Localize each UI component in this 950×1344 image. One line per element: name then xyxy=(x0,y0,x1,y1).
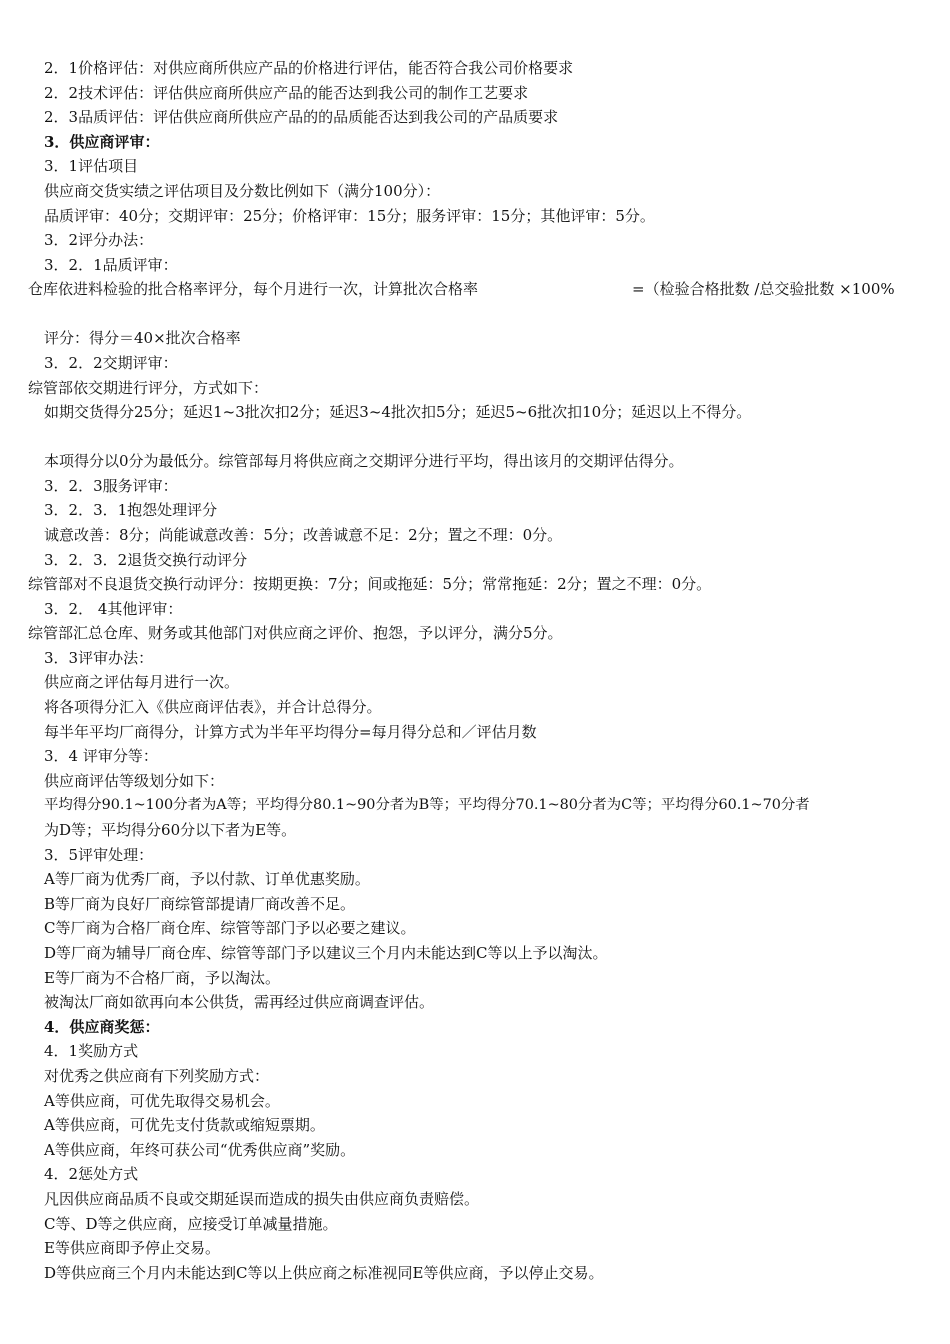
subsection-heading: 3．3评审办法： xyxy=(44,648,154,667)
section-heading: 4．供应商奖惩： xyxy=(44,1017,160,1036)
text-line: 评分：得分＝40×批次合格率 xyxy=(44,329,241,348)
subsection-heading: 3．2．3服务评审： xyxy=(44,476,178,495)
text-line: A等供应商，年终可获公司“优秀供应商”奖励。 xyxy=(44,1140,356,1159)
text-line: 供应商交货实绩之评估项目及分数比例如下（满分100分）： xyxy=(44,181,441,200)
text-line: C等厂商为合格厂商仓库、综管等部门予以必要之建议。 xyxy=(44,919,416,938)
text-line: 凡因供应商品质不良或交期延误而造成的损失由供应商负责赔偿。 xyxy=(44,1189,480,1208)
text-line: 综管部依交期进行评分，方式如下： xyxy=(28,378,269,397)
text-line: 每半年平均厂商得分，计算方式为半年平均得分=每月得分总和／评估月数 xyxy=(44,722,537,741)
text-line: 综管部对不良退货交换行动评分：按期更换：7分；间或拖延：5分；常常拖延：2分；置之不理：0分。 xyxy=(28,575,712,594)
text-line: 如期交货得分25分；延迟1~3批次扣2分；延迟3~4批次扣5分；延迟5~6批次扣10分；延迟以上不得分。 xyxy=(44,403,752,422)
subsection-heading: 3．5评审处理： xyxy=(44,845,154,864)
text-line: D等供应商三个月内未能达到C等以上供应商之标准视同E等供应商，予以停止交易。 xyxy=(44,1263,604,1282)
text-line: 对优秀之供应商有下列奖励方式： xyxy=(44,1066,270,1085)
text-line: E等供应商即予停止交易。 xyxy=(44,1239,220,1258)
subsection-heading: 3．2．3．2退货交换行动评分 xyxy=(44,550,248,569)
text-line: 综管部汇总仓库、财务或其他部门对供应商之评价、抱怨，予以评分，满分5分。 xyxy=(28,624,563,643)
formula-right: =（检验合格批数 /总交验批数 ×100% xyxy=(632,280,895,299)
text-line: C等、D等之供应商，应接受订单减量措施。 xyxy=(44,1214,338,1233)
text-line: 供应商评估等级划分如下： xyxy=(44,771,225,790)
subsection-heading: 3．2．3．1抱怨处理评分 xyxy=(44,501,218,520)
text-line: A等厂商为优秀厂商，予以付款、订单优惠奖励。 xyxy=(44,870,370,889)
document-body xyxy=(0,56,950,1285)
text-line: 2．3品质评估：评估供应商所供应产品的的品质能否达到我公司的产品质要求 xyxy=(44,108,559,127)
text-line: A等供应商，可优先取得交易机会。 xyxy=(44,1091,280,1110)
text-line: D等厂商为辅导厂商仓库、综管等部门予以建议三个月内未能达到C等以上予以淘汰。 xyxy=(44,944,608,962)
text-line: 供应商之评估每月进行一次。 xyxy=(44,673,240,692)
subsection-heading: 3．2评分办法： xyxy=(44,231,154,250)
subsection-heading: 4．1奖励方式 xyxy=(44,1042,139,1061)
subsection-heading: 3．2．1品质评审： xyxy=(44,255,178,274)
text-line: B等厂商为良好厂商综管部提请厂商改善不足。 xyxy=(44,894,356,913)
formula-line: 仓库依进料检验的批合格率评分，每个月进行一次，计算批次合格率 =（检验合格批数 /总交验批数 ×100% xyxy=(0,277,950,326)
subsection-heading: 4．2惩处方式 xyxy=(44,1165,139,1184)
text-line: A等供应商，可优先支付货款或缩短票期。 xyxy=(44,1116,325,1135)
text-line: E等厂商为不合格厂商，予以淘汰。 xyxy=(44,968,280,987)
text-line: 诚意改善：8分；尚能诚意改善：5分；改善诚意不足：2分；置之不理：0分。 xyxy=(44,525,563,544)
text-line: 品质评审：40分；交期评审：25分；价格评审：15分；服务评审：15分；其他评审：5分。 xyxy=(44,206,655,225)
text-line: 2．2技术评估：评估供应商所供应产品的能否达到我公司的制作工艺要求 xyxy=(44,83,529,102)
subsection-heading: 3．2．2交期评审： xyxy=(44,353,178,372)
subsection-heading: 3．4 评审分等： xyxy=(44,747,158,766)
text-line: 为D等；平均得分60分以下者为E等。 xyxy=(44,821,297,840)
text-line: 本项得分以0分为最低分。综管部每月将供应商之交期评分进行平均，得出该月的交期评估得分。 xyxy=(44,452,684,471)
text-line: 将各项得分汇入《供应商评估表》，并合计总得分。 xyxy=(44,698,382,717)
text-line: 2．1价格评估：对供应商所供应产品的价格进行评估，能否符合我公司价格要求 xyxy=(44,59,574,77)
subsection-heading: 3．2． 4其他评审： xyxy=(44,599,183,618)
text-line: 平均得分90.1~100分者为A等；平均得分80.1~90分者为B等；平均得分70.1~80分者为C等；平均得分60.1~70分者 xyxy=(44,797,810,814)
subsection-heading: 3．1评估项目 xyxy=(44,157,139,176)
text-line: 被淘汰厂商如欲再向本公供货，需再经过供应商调查评估。 xyxy=(44,993,435,1012)
section-heading: 3．供应商评审： xyxy=(44,132,160,151)
